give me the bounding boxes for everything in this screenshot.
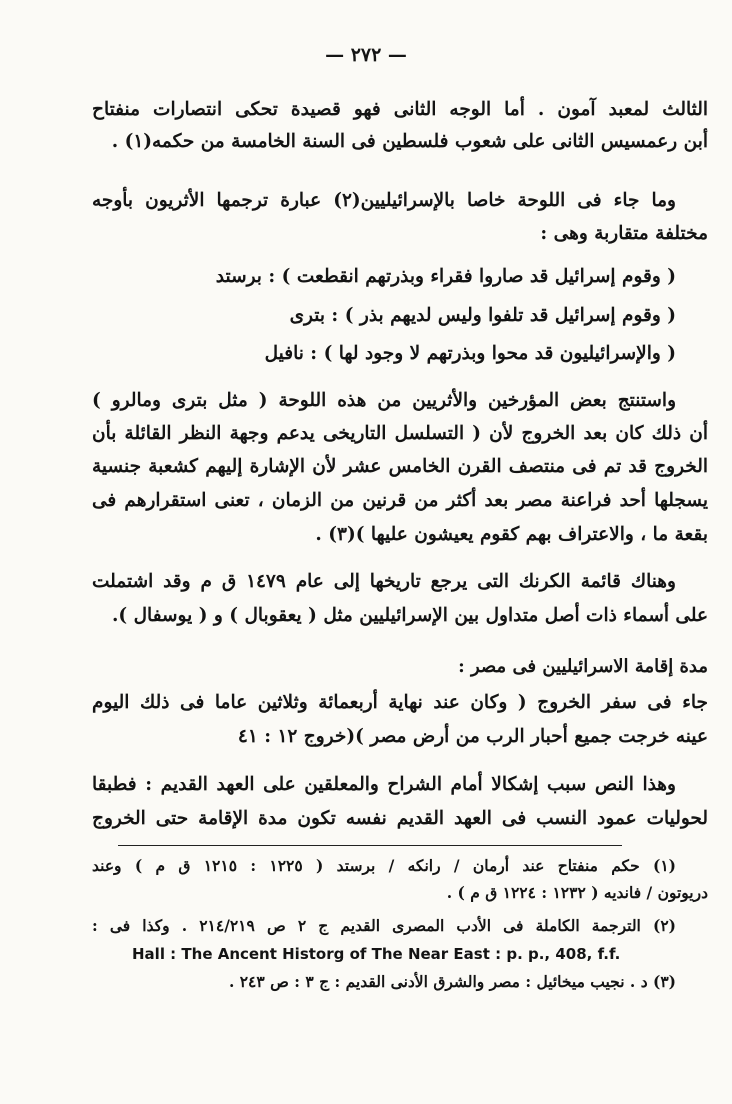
paragraph-line: أبن رعمسيس الثانى على شعوب فلسطين فى السنة الخامسة من حكمه(١) . — [111, 131, 708, 152]
quote-line: ( وقوم إسرائيل قد تلفوا وليس لديهم بذر ) : بترى — [289, 305, 676, 326]
footnote-line: دريوتون / فانديه ( ١٢٣٢ : ١٢٢٤ ق م ) . — [446, 883, 708, 902]
paragraph-line: على أسماء ذات أصل متداول بين الإسرائيليين مثل ( يعقوبال ) و ( يوسفال ). — [111, 605, 708, 626]
section-heading: مدة إقامة الاسرائيليين فى مصر : — [458, 656, 708, 677]
paragraph-line: بقعة ما ، والاعتراف بهم كقوم يعيشون عليها )(٣) . — [315, 524, 708, 545]
paragraph-line: مختلفة متقاربة وهى : — [540, 223, 708, 244]
paragraph-line: الخروج قد تم فى منتصف القرن الخامس عشر لأن الإشارة إليهم كشعبة جنسية — [92, 456, 708, 477]
quote-line: ( وقوم إسرائيل قد صاروا فقراء وبذرتهم انقطعت ) : برستد — [215, 266, 676, 287]
paragraph-line: عينه خرجت جميع أحبار الرب من أرض مصر )(خروج ١٢ : ٤١ — [237, 726, 708, 747]
paragraph-line: الثالث لمعبد آمون . أما الوجه الثانى فهو قصيدة تحكى انتصارات منفتاح — [92, 99, 708, 120]
paragraph-line: وما جاء فى اللوحة خاصا بالإسرائيليين(٢) عبارة ترجمها الأثريون بأوجه — [92, 190, 676, 211]
footnote-english-reference: Hall : The Ancent Historg of The Near East : p. p., 408, f.f. — [132, 945, 621, 963]
paragraph-line: يسجلها أحد فراعنة مصر بعد أكثر من قرنين من الزمان ، تعنى استقرارهم فى — [92, 490, 708, 511]
footnote-divider — [118, 845, 622, 846]
paragraph-line: وهناك قائمة الكرنك التى يرجع تاريخها إلى عام ١٤٧٩ ق م وقد اشتملت — [92, 571, 676, 592]
footnote-line: (٣) د . نجيب ميخائيل : مصر والشرق الأدنى القديم : ج ٣ : ص ٢٤٣ . — [228, 972, 676, 991]
quote-line: ( والإسرائيليون قد محوا وبذرتهم لا وجود لها ) : نافيل — [264, 343, 676, 364]
page-number: — ٢٧٢ — — [325, 44, 407, 66]
paragraph-line: واستنتج بعض المؤرخين والأثريين من هذه اللوحة ( مثل بترى ومالرو ) — [92, 390, 676, 411]
paragraph-line: وهذا النص سبب إشكالا أمام الشراح والمعلقين على العهد القديم : فطبقا — [92, 774, 676, 795]
paragraph-line: أن ذلك كان بعد الخروج لأن ( التسلسل التاريخى يدعم وجهة النظر القائلة بأن — [92, 423, 708, 444]
paragraph-line: لحوليات عمود النسب فى العهد القديم نفسه تكون مدة الإقامة حتى الخروج — [92, 808, 708, 829]
footnote-line: (٢) الترجمة الكاملة فى الأدب المصرى القديم ج ٢ ص ٢١٤/٢١٩ . وكذا فى : — [92, 916, 676, 935]
paragraph-line: جاء فى سفر الخروج ( وكان عند نهاية أربعمائة وثلاثين عاما فى ذلك اليوم — [92, 692, 708, 713]
footnote-line: (١) حكم منفتاح عند أرمان / رانكه / برستد ( ١٢٢٥ : ١٢١٥ ق م ) وعند — [92, 856, 676, 875]
